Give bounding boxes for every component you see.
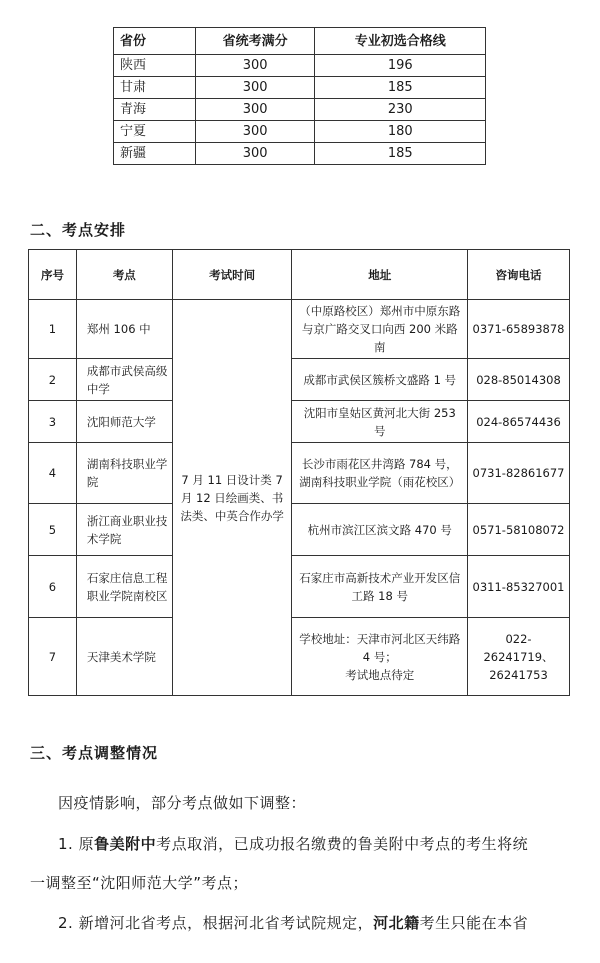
table-row bbox=[29, 504, 570, 556]
cell-venue: 浙江商业职业技术学院 bbox=[76, 504, 172, 556]
cell-venue: 郑州 106 中 bbox=[76, 300, 172, 359]
cell-province: 宁夏 bbox=[114, 121, 196, 143]
item-2-text: 考生只能在本省 bbox=[419, 914, 529, 932]
cell-address: 石家庄市高新技术产业开发区信工路 18 号 bbox=[292, 556, 468, 618]
cell-pass-line: 185 bbox=[315, 143, 486, 165]
table-row bbox=[29, 618, 570, 696]
cell-index: 1 bbox=[29, 300, 77, 359]
cell-pass-line: 185 bbox=[315, 77, 486, 99]
cell-address bbox=[292, 618, 468, 696]
cell-address: （中原路校区）郑州市中原东路与京广路交叉口向西 200 米路南 bbox=[292, 300, 468, 359]
cell-full-score: 300 bbox=[195, 121, 315, 143]
cell-index: 6 bbox=[29, 556, 77, 618]
cell-venue: 天津美术学院 bbox=[76, 618, 172, 696]
table-row bbox=[29, 300, 570, 359]
header-exam-time: 考试时间 bbox=[172, 250, 292, 300]
cell-index: 3 bbox=[29, 401, 77, 443]
cell-province: 甘肃 bbox=[114, 77, 196, 99]
item-1-continuation: 一调整至“沈阳师范大学”考点； bbox=[30, 874, 249, 892]
cell-province: 新疆 bbox=[114, 143, 196, 165]
table-row bbox=[29, 443, 570, 504]
section-3-heading: 三、考点调整情况 bbox=[30, 744, 159, 762]
header-index: 序号 bbox=[29, 250, 77, 300]
cell-address: 杭州市滨江区滨文路 470 号 bbox=[292, 504, 468, 556]
cell-index: 2 bbox=[29, 359, 77, 401]
header-phone: 咨询电话 bbox=[468, 250, 570, 300]
cell-index: 5 bbox=[29, 504, 77, 556]
item-2-emphasis: 河北籍 bbox=[373, 914, 420, 932]
cell-full-score: 300 bbox=[195, 77, 315, 99]
cell-phone: 0371-65893878 bbox=[468, 300, 570, 359]
item-1-prefix: 1. 原 bbox=[58, 835, 95, 853]
section-2-heading: 二、考点安排 bbox=[30, 221, 127, 239]
item-2-paragraph bbox=[58, 913, 528, 933]
address-line: 学校地址：天津市河北区天纬路 4 号； bbox=[299, 631, 461, 664]
cell-phone: 0731-82861677 bbox=[468, 443, 570, 504]
cell-phone: 022-26241719、26241753 bbox=[468, 618, 570, 696]
header-full-score: 省统考满分 bbox=[195, 28, 315, 55]
venue-table bbox=[28, 249, 570, 696]
cell-pass-line: 180 bbox=[315, 121, 486, 143]
address-line: 考试地点待定 bbox=[345, 667, 415, 682]
cell-venue: 沈阳师范大学 bbox=[76, 401, 172, 443]
table-row bbox=[114, 99, 486, 121]
cell-pass-line: 230 bbox=[315, 99, 486, 121]
table-row bbox=[29, 556, 570, 618]
cell-address: 长沙市雨花区井湾路 784 号，湖南科技职业学院（雨花校区） bbox=[292, 443, 468, 504]
table-row bbox=[114, 55, 486, 77]
header-venue: 考点 bbox=[76, 250, 172, 300]
item-1-paragraph bbox=[58, 834, 528, 854]
cell-index: 4 bbox=[29, 443, 77, 504]
cell-full-score: 300 bbox=[195, 143, 315, 165]
item-2-prefix: 2. 新增河北省考点，根据河北省考试院规定， bbox=[58, 914, 374, 932]
cell-exam-time: 7 月 11 日设计类 7 月 12 日绘画类、书法类、中英合作办学 bbox=[172, 300, 292, 696]
cell-phone: 0571-58108072 bbox=[468, 504, 570, 556]
score-table-header bbox=[114, 28, 486, 55]
cell-phone: 024-86574436 bbox=[468, 401, 570, 443]
table-row bbox=[114, 77, 486, 99]
header-pass-line: 专业初选合格线 bbox=[315, 28, 486, 55]
item-1-text: 考点取消，已成功报名缴费的鲁美附中考点的考生将统 bbox=[156, 835, 529, 853]
cell-phone: 028-85014308 bbox=[468, 359, 570, 401]
cell-pass-line: 196 bbox=[315, 55, 486, 77]
cell-province: 青海 bbox=[114, 99, 196, 121]
cell-full-score: 300 bbox=[195, 99, 315, 121]
table-row bbox=[114, 143, 486, 165]
table-row bbox=[29, 359, 570, 401]
header-province: 省份 bbox=[114, 28, 196, 55]
cell-index: 7 bbox=[29, 618, 77, 696]
cell-venue: 石家庄信息工程职业学院南校区 bbox=[76, 556, 172, 618]
venue-table-header bbox=[29, 250, 570, 300]
cell-full-score: 300 bbox=[195, 55, 315, 77]
score-table bbox=[113, 27, 486, 165]
table-row bbox=[29, 401, 570, 443]
item-1-emphasis: 鲁美附中 bbox=[94, 835, 157, 853]
cell-phone: 0311-85327001 bbox=[468, 556, 570, 618]
intro-paragraph: 因疫情影响，部分考点做如下调整： bbox=[58, 794, 307, 812]
cell-province: 陕西 bbox=[114, 55, 196, 77]
cell-address: 沈阳市皇姑区黄河北大街 253 号 bbox=[292, 401, 468, 443]
header-address: 地址 bbox=[292, 250, 468, 300]
table-row bbox=[114, 121, 486, 143]
cell-address: 成都市武侯区簇桥文盛路 1 号 bbox=[292, 359, 468, 401]
cell-venue: 湖南科技职业学院 bbox=[76, 443, 172, 504]
cell-venue: 成都市武侯高级中学 bbox=[76, 359, 172, 401]
